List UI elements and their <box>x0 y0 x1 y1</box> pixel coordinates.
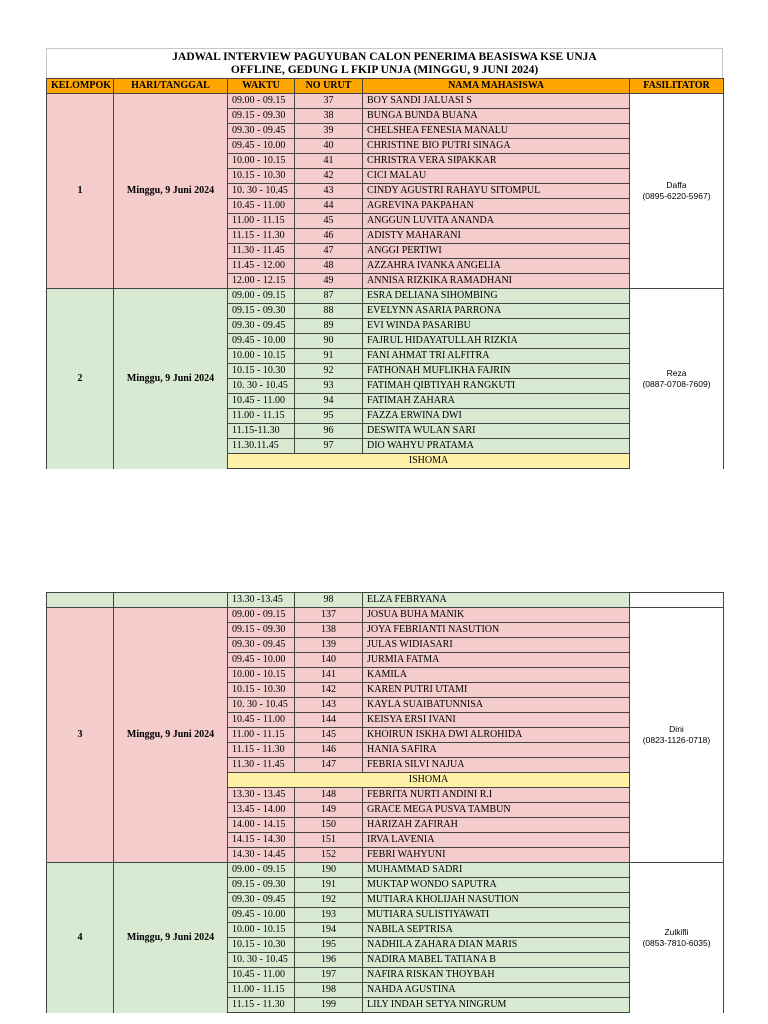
no-urut-cell: 143 <box>295 698 363 713</box>
nama-mahasiswa-cell: IRVA LAVENIA <box>363 833 630 848</box>
no-urut-cell: 149 <box>295 803 363 818</box>
nama-mahasiswa-cell: LILY INDAH SETYA NINGRUM <box>363 998 630 1013</box>
header-row <box>47 79 724 94</box>
no-urut-cell: 198 <box>295 983 363 998</box>
nama-mahasiswa-cell: KAYLA SUAIBATUNNISA <box>363 698 630 713</box>
nama-mahasiswa-cell: FAJRUL HIDAYATULLAH RIZKIA <box>363 334 630 349</box>
waktu-cell: 12.00 - 12.15 <box>228 274 295 289</box>
nama-mahasiswa-cell: MUKTAP WONDO SAPUTRA <box>363 878 630 893</box>
document-title <box>46 48 723 78</box>
no-urut-cell: 95 <box>295 409 363 424</box>
nama-mahasiswa-cell: FEBRITA NURTI ANDINI R.I <box>363 788 630 803</box>
nama-mahasiswa-cell: FATIMAH ZAHARA <box>363 394 630 409</box>
nama-mahasiswa-cell: CINDY AGUSTRI RAHAYU SITOMPUL <box>363 184 630 199</box>
no-urut-cell: 194 <box>295 923 363 938</box>
waktu-cell: 10.45 - 11.00 <box>228 968 295 983</box>
nama-mahasiswa-cell: EVI WINDA PASARIBU <box>363 319 630 334</box>
hari-tanggal-cell: Minggu, 9 Juni 2024 <box>114 608 228 863</box>
header-kelompok: KELOMPOK <box>47 79 114 94</box>
fasilitator-phone: (0853-7810-6035) <box>642 937 711 948</box>
waktu-cell: 10.15 - 10.30 <box>228 364 295 379</box>
schedule-page-1 <box>46 48 723 469</box>
fasilitator-cell-continued <box>630 593 724 608</box>
no-urut-cell: 46 <box>295 229 363 244</box>
group-1-rows <box>47 94 724 289</box>
waktu-cell: 10. 30 - 10.45 <box>228 698 295 713</box>
group-2-rows <box>47 289 724 469</box>
no-urut-cell: 197 <box>295 968 363 983</box>
nama-mahasiswa-cell: NABILA SEPTRISA <box>363 923 630 938</box>
waktu-cell: 14.00 - 14.15 <box>228 818 295 833</box>
no-urut-cell: 43 <box>295 184 363 199</box>
nama-mahasiswa-cell: DIO WAHYU PRATAMA <box>363 439 630 454</box>
fasilitator-name: Reza <box>666 367 687 378</box>
fasilitator-phone: (0823-1126-0718) <box>642 735 711 745</box>
no-urut-cell: 151 <box>295 833 363 848</box>
waktu-cell: 10. 30 - 10.45 <box>228 379 295 394</box>
no-urut-cell: 190 <box>295 863 363 878</box>
waktu-cell: 11.00 - 11.15 <box>228 728 295 743</box>
nama-mahasiswa-cell: CHRISTRA VERA SIPAKKAR <box>363 154 630 169</box>
no-urut-cell: 191 <box>295 878 363 893</box>
no-urut-cell: 90 <box>295 334 363 349</box>
waktu-cell: 09.15 - 09.30 <box>228 878 295 893</box>
nama-mahasiswa-cell: BUNGA BUNDA BUANA <box>363 109 630 124</box>
group-3-rows <box>47 608 724 863</box>
schedule-page-2 <box>46 592 723 1013</box>
waktu-cell: 13.45 - 14.00 <box>228 803 295 818</box>
nama-mahasiswa-cell: KEISYA ERSI IVANI <box>363 713 630 728</box>
no-urut-cell: 142 <box>295 683 363 698</box>
no-urut-cell: 152 <box>295 848 363 863</box>
waktu-cell: 11.30.11.45 <box>228 439 295 454</box>
hari-tanggal-cell-continued <box>114 593 228 608</box>
no-urut-cell: 195 <box>295 938 363 953</box>
nama-mahasiswa-cell: FEBRI WAHYUNI <box>363 848 630 863</box>
table-row <box>47 289 724 304</box>
schedule-table-page-1 <box>46 78 724 469</box>
header-waktu: WAKTU <box>228 79 295 94</box>
kelompok-cell: 2 <box>47 289 114 469</box>
waktu-cell: 13.30 - 13.45 <box>228 788 295 803</box>
fasilitator-phone: (0895-6220-5967) <box>642 191 711 201</box>
waktu-cell: 09.15 - 09.30 <box>228 109 295 124</box>
waktu-cell: 11.30 - 11.45 <box>228 758 295 773</box>
fasilitator-name: Zulkifli <box>664 926 689 937</box>
waktu-cell: 10.00 - 10.15 <box>228 923 295 938</box>
no-urut-cell: 137 <box>295 608 363 623</box>
no-urut-cell: 44 <box>295 199 363 214</box>
ishoma-break-cell: ISHOMA <box>228 454 630 469</box>
no-urut-cell: 49 <box>295 274 363 289</box>
nama-mahasiswa-cell: EVELYNN ASARIA PARRONA <box>363 304 630 319</box>
no-urut-cell: 145 <box>295 728 363 743</box>
fasilitator-cell <box>630 289 724 469</box>
nama-mahasiswa-cell: MUTIARA KHOLIJAH NASUTION <box>363 893 630 908</box>
fasilitator-name: Daffa <box>666 180 687 190</box>
waktu-cell: 14.30 - 14.45 <box>228 848 295 863</box>
carry-over-rows <box>47 593 724 608</box>
no-urut-cell: 141 <box>295 668 363 683</box>
nama-mahasiswa-cell: HARIZAH ZAFIRAH <box>363 818 630 833</box>
no-urut-cell: 88 <box>295 304 363 319</box>
waktu-cell: 09.00 - 09.15 <box>228 289 295 304</box>
no-urut-cell: 93 <box>295 379 363 394</box>
waktu-cell: 10.15 - 10.30 <box>228 683 295 698</box>
kelompok-cell: 1 <box>47 94 114 289</box>
waktu-cell: 11.00 - 11.15 <box>228 214 295 229</box>
group-4-rows <box>47 863 724 1013</box>
no-urut-cell: 199 <box>295 998 363 1013</box>
waktu-cell: 09.30 - 09.45 <box>228 893 295 908</box>
no-urut-cell: 40 <box>295 139 363 154</box>
no-urut-cell: 148 <box>295 788 363 803</box>
table-row <box>47 608 724 623</box>
waktu-cell: 11.15-11.30 <box>228 424 295 439</box>
header-no-urut: NO URUT <box>295 79 363 94</box>
nama-mahasiswa-cell: ELZA FEBRYANA <box>363 593 630 608</box>
waktu-cell: 09.45 - 10.00 <box>228 653 295 668</box>
waktu-cell: 10.45 - 11.00 <box>228 713 295 728</box>
no-urut-cell: 146 <box>295 743 363 758</box>
no-urut-cell: 193 <box>295 908 363 923</box>
nama-mahasiswa-cell: CHELSHEA FENESIA MANALU <box>363 124 630 139</box>
header-hari-tanggal: HARI/TANGGAL <box>114 79 228 94</box>
no-urut-cell: 96 <box>295 424 363 439</box>
table-row <box>47 863 724 878</box>
title-line-2: OFFLINE, GEDUNG L FKIP UNJA (MINGGU, 9 JUNI 2024) <box>230 64 539 76</box>
nama-mahasiswa-cell: MUTIARA SULISTIYAWATI <box>363 908 630 923</box>
nama-mahasiswa-cell: HANIA SAFIRA <box>363 743 630 758</box>
no-urut-cell: 41 <box>295 154 363 169</box>
nama-mahasiswa-cell: NADIRA MABEL TATIANA B <box>363 953 630 968</box>
waktu-cell: 13.30 -13.45 <box>228 593 295 608</box>
waktu-cell: 09.45 - 10.00 <box>228 334 295 349</box>
no-urut-cell: 150 <box>295 818 363 833</box>
schedule-table-page-2 <box>46 592 724 1013</box>
nama-mahasiswa-cell: ADISTY MAHARANI <box>363 229 630 244</box>
nama-mahasiswa-cell: JULAS WIDIASARI <box>363 638 630 653</box>
no-urut-cell: 139 <box>295 638 363 653</box>
nama-mahasiswa-cell: ANGGUN LUVITA ANANDA <box>363 214 630 229</box>
waktu-cell: 09.45 - 10.00 <box>228 139 295 154</box>
nama-mahasiswa-cell: AGREVINA PAKPAHAN <box>363 199 630 214</box>
no-urut-cell: 87 <box>295 289 363 304</box>
no-urut-cell: 196 <box>295 953 363 968</box>
waktu-cell: 10.15 - 10.30 <box>228 169 295 184</box>
no-urut-cell: 98 <box>295 593 363 608</box>
nama-mahasiswa-cell: JOSUA BUHA MANIK <box>363 608 630 623</box>
waktu-cell: 10.45 - 11.00 <box>228 394 295 409</box>
fasilitator-name: Dini <box>669 724 684 734</box>
nama-mahasiswa-cell: DESWITA WULAN SARI <box>363 424 630 439</box>
nama-mahasiswa-cell: GRACE MEGA PUSVA TAMBUN <box>363 803 630 818</box>
waktu-cell: 11.15 - 11.30 <box>228 743 295 758</box>
no-urut-cell: 138 <box>295 623 363 638</box>
nama-mahasiswa-cell: KAREN PUTRI UTAMI <box>363 683 630 698</box>
nama-mahasiswa-cell: FEBRIA SILVI NAJUA <box>363 758 630 773</box>
waktu-cell: 10.00 - 10.15 <box>228 154 295 169</box>
waktu-cell: 11.15 - 11.30 <box>228 229 295 244</box>
title-line-1: JADWAL INTERVIEW PAGUYUBAN CALON PENERIMA BEASISWA KSE UNJA <box>172 51 597 63</box>
waktu-cell: 09.00 - 09.15 <box>228 94 295 109</box>
nama-mahasiswa-cell: ANNISA RIZKIKA RAMADHANI <box>363 274 630 289</box>
no-urut-cell: 39 <box>295 124 363 139</box>
nama-mahasiswa-cell: NAFIRA RISKAN THOYBAH <box>363 968 630 983</box>
no-urut-cell: 37 <box>295 94 363 109</box>
nama-mahasiswa-cell: MUHAMMAD SADRI <box>363 863 630 878</box>
hari-tanggal-cell: Minggu, 9 Juni 2024 <box>114 863 228 1013</box>
waktu-cell: 11.00 - 11.15 <box>228 409 295 424</box>
header-nama-mahasiswa: NAMA MAHASISWA <box>363 79 630 94</box>
no-urut-cell: 192 <box>295 893 363 908</box>
nama-mahasiswa-cell: NAHDA AGUSTINA <box>363 983 630 998</box>
nama-mahasiswa-cell: JOYA FEBRIANTI NASUTION <box>363 623 630 638</box>
kelompok-cell: 3 <box>47 608 114 863</box>
ishoma-break-cell: ISHOMA <box>228 773 630 788</box>
waktu-cell: 09.45 - 10.00 <box>228 908 295 923</box>
no-urut-cell: 47 <box>295 244 363 259</box>
no-urut-cell: 97 <box>295 439 363 454</box>
nama-mahasiswa-cell: CICI MALAU <box>363 169 630 184</box>
no-urut-cell: 91 <box>295 349 363 364</box>
nama-mahasiswa-cell: FAZZA ERWINA DWI <box>363 409 630 424</box>
waktu-cell: 10. 30 - 10.45 <box>228 953 295 968</box>
nama-mahasiswa-cell: CHRISTINE BIO PUTRI SINAGA <box>363 139 630 154</box>
table-row <box>47 94 724 109</box>
waktu-cell: 10. 30 - 10.45 <box>228 184 295 199</box>
waktu-cell: 11.30 - 11.45 <box>228 244 295 259</box>
nama-mahasiswa-cell: JURMIA FATMA <box>363 653 630 668</box>
waktu-cell: 09.30 - 09.45 <box>228 319 295 334</box>
fasilitator-cell <box>630 94 724 289</box>
nama-mahasiswa-cell: ANGGI PERTIWI <box>363 244 630 259</box>
table-row <box>47 593 724 608</box>
no-urut-cell: 140 <box>295 653 363 668</box>
waktu-cell: 09.00 - 09.15 <box>228 863 295 878</box>
no-urut-cell: 45 <box>295 214 363 229</box>
nama-mahasiswa-cell: ESRA DELIANA SIHOMBING <box>363 289 630 304</box>
waktu-cell: 09.15 - 09.30 <box>228 304 295 319</box>
hari-tanggal-cell: Minggu, 9 Juni 2024 <box>114 94 228 289</box>
no-urut-cell: 48 <box>295 259 363 274</box>
kelompok-cell: 4 <box>47 863 114 1013</box>
no-urut-cell: 89 <box>295 319 363 334</box>
no-urut-cell: 144 <box>295 713 363 728</box>
waktu-cell: 10.00 - 10.15 <box>228 668 295 683</box>
waktu-cell: 09.30 - 09.45 <box>228 638 295 653</box>
hari-tanggal-cell: Minggu, 9 Juni 2024 <box>114 289 228 469</box>
nama-mahasiswa-cell: AZZAHRA IVANKA ANGELIA <box>363 259 630 274</box>
no-urut-cell: 92 <box>295 364 363 379</box>
no-urut-cell: 42 <box>295 169 363 184</box>
nama-mahasiswa-cell: FATHONAH MUFLIKHA FAJRIN <box>363 364 630 379</box>
no-urut-cell: 94 <box>295 394 363 409</box>
waktu-cell: 10.15 - 10.30 <box>228 938 295 953</box>
nama-mahasiswa-cell: FATIMAH QIBTIYAH RANGKUTI <box>363 379 630 394</box>
nama-mahasiswa-cell: BOY SANDI JALUASI S <box>363 94 630 109</box>
no-urut-cell: 38 <box>295 109 363 124</box>
waktu-cell: 09.00 - 09.15 <box>228 608 295 623</box>
kelompok-cell-continued <box>47 593 114 608</box>
nama-mahasiswa-cell: FANI AHMAT TRI ALFITRA <box>363 349 630 364</box>
nama-mahasiswa-cell: NADHILA ZAHARA DIAN MARIS <box>363 938 630 953</box>
waktu-cell: 11.15 - 11.30 <box>228 998 295 1013</box>
nama-mahasiswa-cell: KAMILA <box>363 668 630 683</box>
waktu-cell: 10.00 - 10.15 <box>228 349 295 364</box>
waktu-cell: 14.15 - 14.30 <box>228 833 295 848</box>
fasilitator-cell <box>630 608 724 863</box>
fasilitator-cell <box>630 863 724 1013</box>
waktu-cell: 09.30 - 09.45 <box>228 124 295 139</box>
nama-mahasiswa-cell: KHOIRUN ISKHA DWI ALROHIDA <box>363 728 630 743</box>
waktu-cell: 11.45 - 12.00 <box>228 259 295 274</box>
no-urut-cell: 147 <box>295 758 363 773</box>
waktu-cell: 11.00 - 11.15 <box>228 983 295 998</box>
waktu-cell: 10.45 - 11.00 <box>228 199 295 214</box>
fasilitator-phone: (0887-0708-7609) <box>642 378 711 389</box>
header-fasilitator: FASILITATOR <box>630 79 724 94</box>
waktu-cell: 09.15 - 09.30 <box>228 623 295 638</box>
